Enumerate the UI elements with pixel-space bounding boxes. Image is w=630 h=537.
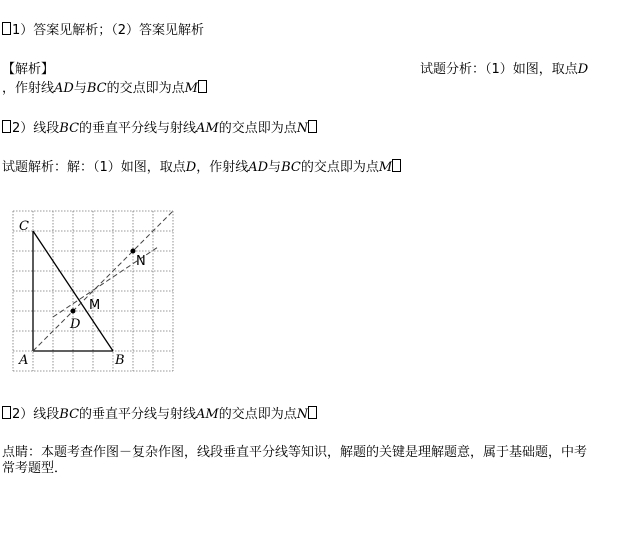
geometry-figure	[8, 207, 178, 372]
missing-glyph-box	[198, 80, 207, 93]
missing-glyph-box	[392, 159, 401, 172]
comment-line-2: 常考题型．	[2, 461, 68, 476]
label-d: D	[70, 317, 81, 332]
analysis-head: 试题分析：（1）如图，取点D	[420, 62, 589, 77]
label-a: A	[19, 353, 29, 368]
part2-line-top: 2）线段BC的垂直平分线与射线AM的交点即为点N	[2, 120, 318, 137]
part2-line-bottom: 2）线段BC的垂直平分线与射线AM的交点即为点N	[2, 406, 318, 423]
label-c: C	[19, 219, 29, 234]
point-d-dot	[71, 309, 76, 314]
label-n: N	[136, 254, 146, 269]
analysis-label: 【解析】	[2, 62, 55, 77]
missing-glyph-box	[2, 22, 11, 35]
point-n-dot	[131, 249, 136, 254]
missing-glyph-box	[2, 120, 11, 133]
answer-line: 1）答案见解析；（2）答案见解析	[2, 22, 204, 39]
missing-glyph-box	[2, 406, 11, 419]
ray-am	[33, 211, 173, 351]
missing-glyph-box	[308, 406, 317, 419]
label-m: M	[89, 298, 101, 313]
solution-line: 试题解析：解：（1）如图，取点D，作射线AD与BC的交点即为点M	[2, 159, 402, 176]
missing-glyph-box	[308, 120, 317, 133]
label-b: B	[115, 353, 125, 368]
analysis-continuation: ，作射线AD与BC的交点即为点M	[2, 80, 208, 97]
comment-line-1: 点睛：本题考查作图－复杂作图，线段垂直平分线等知识，解题的关键是理解题意，属于基础题，中考	[2, 445, 588, 460]
